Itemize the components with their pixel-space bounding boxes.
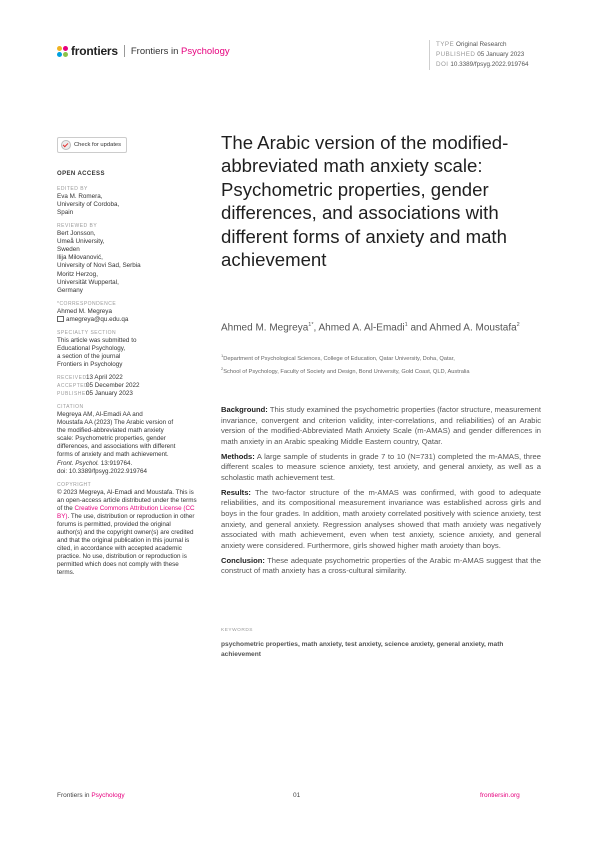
meta-published: PUBLISHED 05 January 2023 bbox=[436, 51, 525, 58]
frontiers-logo-icon bbox=[57, 46, 68, 57]
page-number: 01 bbox=[293, 792, 301, 799]
correspondence-block: *CORRESPONDENCE Ahmed M. Megreya amegreya@qu.edu.qa bbox=[57, 300, 197, 324]
copyright-block: COPYRIGHT © 2023 Megreya, Al-Emadi and Moustafa. This is an open-access article distributed under the terms of the Creative Commons Attribution License (CC BY). The use, distribution or reproduction in other forums is permitted, provided the original author(s) and the copyright owner(s) are credited and that the original publication in this journal is cited, in accordance with accepted academic practice. No use, distribution or reproduction is permitted which does not comply with these terms. bbox=[57, 481, 197, 577]
check-updates-icon bbox=[61, 140, 71, 150]
specialty-block: SPECIALTY SECTION This article was submitted to Educational Psychology, a section of the journal Frontiers in Psychology bbox=[57, 329, 137, 368]
logo-divider bbox=[124, 45, 125, 57]
sidebar bbox=[57, 170, 197, 582]
email-icon bbox=[57, 316, 64, 322]
article-meta bbox=[429, 40, 529, 70]
citation-block: CITATION Megreya AM, Al-Emadi AA and Moustafa AA (2023) The Arabic version of the modified-abbreviated math anxiety scale: Psychometric properties, gender differences, and associations with different forms of anxiety and math achievement. Front. Psychol. 13:919764. doi: 10.3389/fpsyg.2022.919764 bbox=[57, 403, 197, 475]
abstract-conclusion: Conclusion: These adequate psychometric properties of the Arabic m-AMAS suggest that the construct of math anxiety has a cross-cultural similarity. bbox=[221, 555, 541, 576]
edited-by-block: EDITED BY Eva M. Romera, University of Cordoba, Spain bbox=[57, 186, 120, 217]
reviewed-by-block: REVIEWED BY Bert Jonsson, Umeå University, Sweden Ilija Milovanović, University of Novi Sad, Serbia Moritz Herzog, Universität Wuppertal, Germany bbox=[57, 223, 141, 294]
abstract-background: Background: This study examined the psychometric properties (factor structure, measurement invariance, convergent and criterion validity, inter-correlations, and reliabilities) of an Arabic version of the modified-Abbreviated Math Anxiety Scale (m-AMAS) and gender differences in math anxiety in an Arabic speaking Middle Eastern country, Qatar. bbox=[221, 405, 541, 446]
footer-journal: Frontiers in Psychology bbox=[57, 792, 125, 799]
open-access-label: OPEN ACCESS bbox=[57, 171, 105, 177]
journal-logo[interactable] bbox=[57, 44, 230, 58]
author-name[interactable]: and Ahmed A. Moustafa bbox=[407, 322, 517, 334]
correspondence-email-link[interactable]: amegreya@qu.edu.qa bbox=[57, 316, 197, 324]
abstract-results: Results: The two-factor structure of the m-AMAS was confirmed, with good to adequate reliabilities, and its compositional measurement invariance was established across girls and boys in the four grades. In addition, math anxiety correlated positively with science anxiety, test anxiety, and general anxiety. Regression analyses showed that math anxiety was negatively associated with math achievement, even when test anxiety, science anxiety, and general anxiety were considered. Furthermore, girls showed higher math anxiety than boys. bbox=[221, 487, 541, 550]
keywords: psychometric properties, math anxiety, test anxiety, science anxiety, general anxiety, math achievement bbox=[221, 641, 504, 658]
keywords-label: KEYWORDS bbox=[221, 628, 253, 633]
meta-doi: DOI 10.3389/fpsyg.2022.919764 bbox=[436, 61, 529, 68]
dates-block: RECEIVED 13 April 2022 ACCEPTED 05 December 2022 PUBLISHED 05 January 2023 bbox=[57, 374, 140, 398]
author-name[interactable]: , Ahmed A. Al-Emadi bbox=[313, 322, 405, 334]
author-list: Ahmed M. Megreya$^{1*}$, Ahmed A. Al-Emadi$^1$ and Ahmed A. Moustafa$^2$ bbox=[221, 322, 520, 334]
journal-name: Frontiers in Psychology bbox=[130, 45, 230, 57]
check-for-updates-button[interactable] bbox=[57, 137, 127, 153]
article-title: The Arabic version of the modified-abbreviated math anxiety scale: Psychometric properties, gender differences, and associations with different forms of anxiety and math achievement bbox=[221, 132, 509, 271]
brand-name: frontiers bbox=[71, 44, 118, 58]
citation-doi-link[interactable]: doi: 10.3389/fpsyg.2022.919764 bbox=[57, 467, 147, 475]
cc-by-license-link[interactable]: Creative Commons Attribution License (CC BY) bbox=[57, 504, 195, 520]
check-updates-label: Check for updates bbox=[74, 142, 122, 148]
footer-site-link[interactable]: frontiersin.org bbox=[480, 792, 520, 799]
meta-type: TYPE Original Research bbox=[436, 41, 507, 48]
abstract-methods: Methods: A large sample of students in grade 7 to 10 (N=731) completed the m-AMAS, three different scales to measure science anxiety, test anxiety, and general anxiety, as well as a scholastic math achievement test. bbox=[221, 451, 541, 482]
affiliations: $^1$Department of Psychological Sciences, College of Education, Qatar University, Doha, Qatar, $^2$School of Psychology, Faculty of Society and Design, Bond University, Gold Coast, QLD, Australia bbox=[221, 353, 470, 376]
author-name[interactable]: Ahmed M. Megreya bbox=[221, 322, 309, 334]
abstract bbox=[221, 405, 541, 581]
